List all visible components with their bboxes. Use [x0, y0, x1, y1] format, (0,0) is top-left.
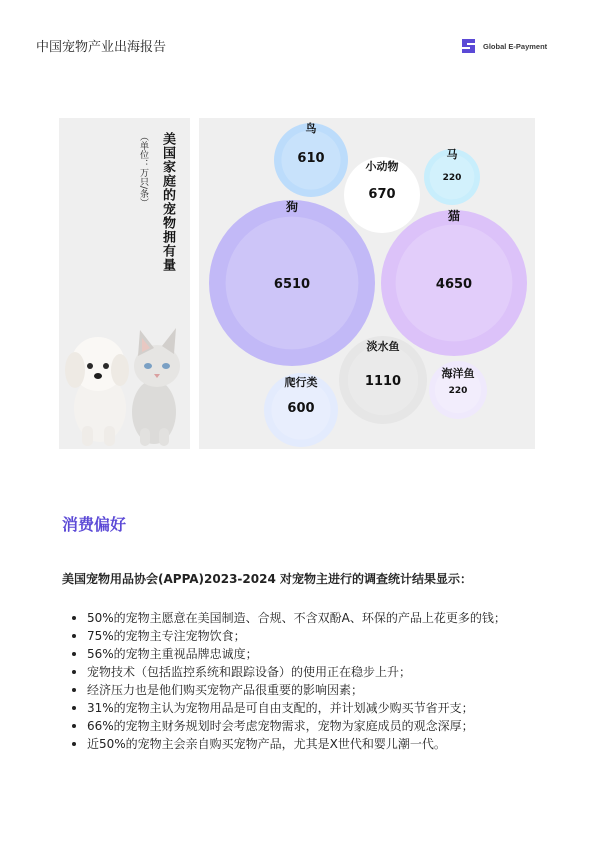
bubble-5: [339, 336, 427, 424]
bubble-1: [344, 157, 420, 233]
figure-unit: （单位：万只/条）: [138, 132, 148, 208]
bubble-3: [209, 199, 375, 366]
bubble-label: 淡水鱼: [366, 340, 400, 353]
bubble-label: 海洋鱼: [441, 367, 475, 380]
bubble-6: [264, 373, 338, 447]
puppy-kitten-photo: [62, 316, 188, 448]
list-item: 50%的宠物主愿意在美国制造、合规、不含双酚A、环保的产品上花更多的钱；: [72, 609, 540, 627]
bubble-chart-panel: [199, 118, 535, 449]
bubble-value: 220: [442, 173, 462, 183]
bubble-value: 4650: [435, 277, 473, 292]
list-item: 31%的宠物主认为宠物用品是可自由支配的，并计划减少购买节省开支；: [72, 699, 540, 717]
brand-logo-icon: [460, 37, 478, 55]
bubble-label: 爬行类: [284, 376, 318, 389]
bubble-label: 猫: [447, 209, 461, 223]
survey-findings-list: [72, 609, 540, 753]
bubble-value: 220: [448, 386, 468, 396]
bubble-label: 小动物: [365, 160, 399, 173]
bubble-2: [424, 147, 480, 205]
bubble-label: 狗: [285, 200, 299, 214]
figure-title: 美国家庭的宠物拥有量: [160, 132, 175, 272]
survey-intro: 美国宠物用品协会(APPA)2023-2024 对宠物主进行的调查统计结果显示：: [62, 572, 472, 586]
bubble-value: 6510: [273, 277, 311, 292]
bubble-value: 610: [297, 151, 325, 166]
list-item: 经济压力也是他们购买宠物产品很重要的影响因素；: [72, 681, 540, 699]
bubble-value: 670: [368, 187, 396, 202]
bubble-chart: [199, 118, 535, 449]
section-title: 消费偏好: [62, 515, 127, 534]
list-item: 66%的宠物主财务规划时会考虑宠物需求，宠物为家庭成员的观念深厚；: [72, 717, 540, 735]
brand-name: Global E-Payment: [483, 41, 548, 51]
bubble-value: 600: [287, 401, 315, 416]
list-item: 宠物技术（包括监控系统和跟踪设备）的使用正在稳步上升；: [72, 663, 540, 681]
list-item: 56%的宠物主重视品牌忠诚度；: [72, 645, 540, 663]
bubble-7: [429, 361, 487, 419]
report-title: 中国宠物产业出海报告: [36, 40, 167, 55]
bubble-0: [274, 121, 348, 197]
bubble-label: 鸟: [305, 122, 317, 135]
bubble-4: [381, 208, 527, 356]
list-item: 近50%的宠物主会亲自购买宠物产品，尤其是X世代和婴儿潮一代。: [72, 735, 540, 753]
bubble-value: 1110: [364, 374, 402, 389]
brand-logo: [460, 37, 547, 55]
list-item: 75%的宠物主专注宠物饮食；: [72, 627, 540, 645]
bubble-label: 马: [446, 148, 458, 161]
